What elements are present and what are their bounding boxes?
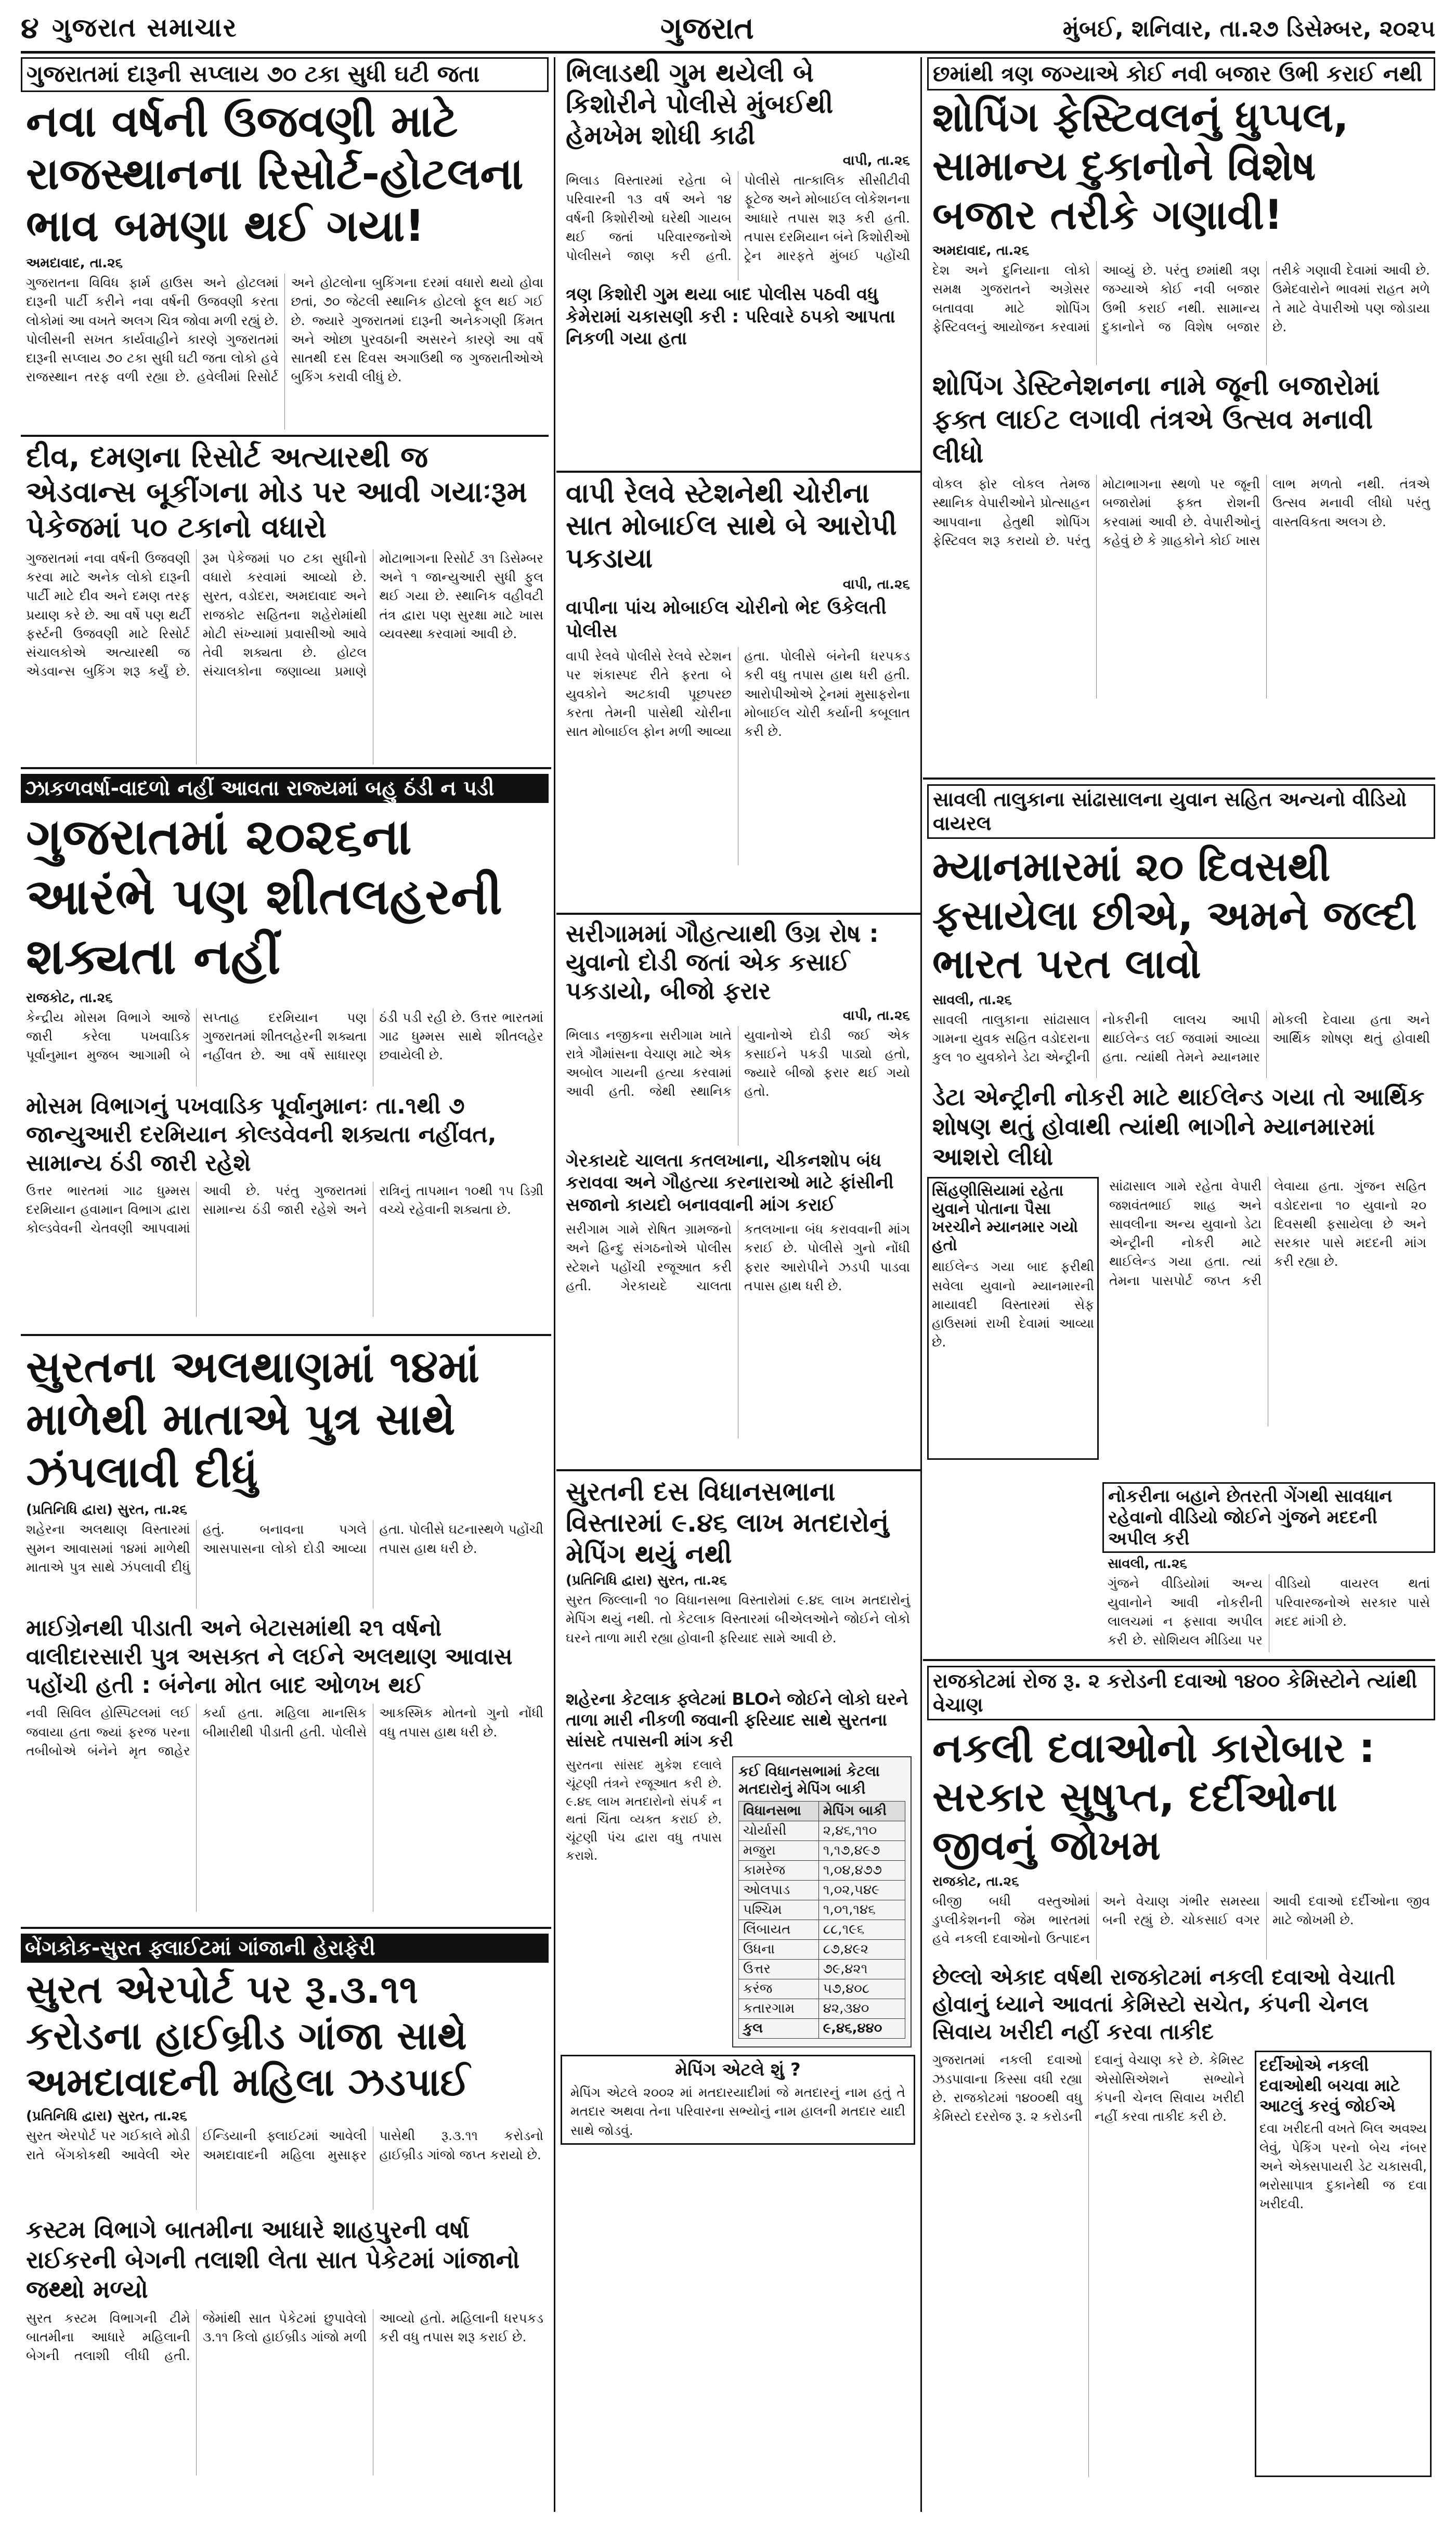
- pending-count-cell: ૮૮,૧૯૬: [818, 1920, 905, 1940]
- article-body: સુરત કસ્ટમ વિભાગની ટીમે બાતમીના આધારે મહિલાની બેગની તલાશી લીધી હતી. જેમાંથી સાત પેકેટમાં છુપાવેલો ૩.૧૧ કિલો હાઈબ્રીડ ગાંજો મળી આવ્યો હતો. મહિલાની ધરપકડ કરી વધુ તપાસ શરૂ કરાઈ છે.: [26, 2310, 543, 2364]
- article-cold: [21, 774, 549, 1330]
- article-body: નવી સિવિલ હોસ્પિટલમાં લઈ જવાયા હતા જ્યાં ફરજ પરના તબીબોએ બંનેને મૃત જાહેર કર્યા હતા. મહિલા માનસિક બીમારીથી પીડાતી હતી. પોલીસે આકસ્મિક મોતનો ગુનો નોંધી વધુ તપાસ હાથ ધરી છે.: [26, 1705, 543, 1758]
- article-subhead: છેલ્લો એકાદ વર્ષથી રાજકોટમાં નકલી દવાઓ વેચાતી હોવાનું ધ્યાને આવતાં કેમિસ્ટો સચેત, કંપની ચેનલ સિવાય ખરીદી નહીં કરવા તાકીદ: [932, 1964, 1396, 2044]
- article-subhead: માઈગ્રેનથી પીડાતી અને બેટાસમાંથી ૨૧ વર્ષનો વાલીદારસારી પુત્ર અસક્ત ને લઈને અલથાણ આવાસ પહોંચી હતી : બંનેના મોત બાદ ઓળખ થઈ: [26, 1615, 513, 1699]
- article-headline: સરીગામમાં ગૌહત્યાથી ઉગ્ર રોષ : યુવાનો દોડી જતાં એક કસાઈ પકડાયો, બીજો ફરાર: [566, 919, 879, 1005]
- article-byline: રાજકોટ, તા.૨૬: [932, 1873, 1019, 1889]
- paper-name: ગુજરાત સમાચાર: [52, 12, 238, 43]
- table-row: [739, 1960, 905, 1979]
- divider: [21, 1334, 551, 1336]
- masthead: [21, 9, 1435, 54]
- article-body: સરીગામ ગામે રોષિત ગ્રામજનો અને હિન્દુ સંગઠનોએ પોલીસ સ્ટેશને પહોંચી રજૂઆત કરી હતી. ગેરકાયદે ચાલતા કતલખાના બંધ કરાવવાની માંગ કરાઈ છે. પોલીસે ગુનો નોંધી ફરાર આરોપીને ઝડપી પાડવા તપાસ હાથ ધરી છે.: [566, 1222, 910, 1293]
- table-header: મેપિંગ બાકી: [818, 1802, 905, 1821]
- constituency-cell: લિંબાયત: [739, 1920, 819, 1940]
- pending-count-cell: ૮૭,૪૯૨: [818, 1940, 905, 1960]
- article-body: સુરતના સાંસદ મુકેશ દલાલે ચૂંટણી તંત્રને રજૂઆત કરી છે. ૯.૪૬ લાખ મતદારોનો સંપર્ક ન થતાં ચિંતા વ્યક્ત કરાઈ છે. ચૂંટણી પંચ દ્વારા વધુ તપાસ કરાશે.: [566, 1758, 722, 1863]
- dateline: મુંબઈ, શનિવાર, તા.૨૭ ડિસેમ્બર, ૨૦૨૫: [1062, 16, 1435, 42]
- table-row: [739, 1821, 905, 1841]
- table-header: વિધાનસભા: [739, 1802, 819, 1821]
- article-body: સુરત જિલ્લાની ૧૦ વિધાનસભા વિસ્તારોમાં ૯.૪૬ લાખ મતદારોનું મેપિંગ થયું નથી. તો કેટલાક વિસ્તારમાં બીએલઓને જોઈને લોકો ઘરને તાળા મારી રહ્યા હોવાની ફરિયાદ સામે આવી છે.: [566, 1592, 910, 1645]
- article-kicker: રાજકોટમાં રોજ રૂ. ૨ કરોડની દવાઓ ૧૪૦૦ કેમિસ્ટોને ત્યાંથી વેચાણ: [927, 1666, 1435, 1720]
- constituency-cell: ઉધના: [739, 1940, 819, 1960]
- table-row: [739, 1841, 905, 1861]
- article-byline: (પ્રતિનિધિ દ્વારા) સુરત, તા.૨૬: [26, 2108, 187, 2124]
- constituency-cell: ઓલપાડ: [739, 1881, 819, 1900]
- article-subhead: મોસમ વિભાગનું પખવાડિક પૂર્વાનુમાનઃ તા.૧થી ૭ જાન્યુઆરી દરમિયાન કોલ્ડવેવની શક્યતા નહીંવત, સામાન્ય ઠંડી જારી રહેશે: [26, 1092, 497, 1176]
- sidebar-body: દવા ખરીદતી વખતે બિલ અવશ્ય લેવું, પેકિંગ પરનો બેચ નંબર અને એક્સપાયરી ડેટ ચકાસવી, ભરોસાપાત્ર દુકાનેથી જ દવા ખરીદવી.: [1259, 2121, 1427, 2212]
- divider: [923, 1659, 1435, 1661]
- article-body: સાંઢાસાલ ગામે રહેતા વેપારી જશવંતભાઈ શાહ અને સાવલીના અન્ય યુવાનો ડેટા એન્ટ્રીની નોકરી માટે થાઈલેન્ડ ગયા હતા. ત્યાં તેમના પાસપોર્ટ જપ્ત કરી લેવાયા હતા. ગુંજન સહિત વડોદરાના ૧૦ યુવાનો ૨૦ દિવસથી ફસાયેલા છે અને સરકાર પાસે મદદની માંગ કરી રહ્યા છે.: [1109, 1178, 1426, 1288]
- article-headline: શોપિંગ ફેસ્ટિવલનું ધુપ્પલ, સામાન્ય દુકાનોને વિશેષ બજાર તરીકે ગણાવી!: [932, 94, 1349, 239]
- column-rule: [920, 57, 922, 2512]
- divider: [556, 471, 920, 473]
- article-rajasthan: [21, 57, 549, 764]
- article-headline: સુરતના અલથાણમાં ૧૪માં માળેથી માતાએ પુત્ર સાથે ઝંપલાવી દીધું: [26, 1341, 480, 1497]
- pending-count-cell: ૫૭,૪૦૮: [818, 1979, 905, 1999]
- article-headline: ગુજરાતમાં ૨૦૨૬ના આરંભે પણ શીતલહરની શક્યતા નહીં: [26, 808, 502, 986]
- article-voters: [561, 1476, 915, 2511]
- article-byline: વાપી, તા.૨૬: [842, 577, 910, 593]
- constituency-cell: કતારગામ: [739, 1999, 819, 2019]
- article-byline: વાપી, તા.૨૬: [842, 153, 910, 169]
- article-body: દેશ અને દુનિયાના લોકો સમક્ષ ગુજરાતને અગ્રેસર બતાવવા માટે શોપિંગ ફેસ્ટિવલનું આયોજન કરવામાં આવ્યું છે. પરંતુ છમાંથી ત્રણ જગ્યાએ કોઈ નવી બજાર ઉભી કરાઈ નથી. સામાન્ય દુકાનોને જ વિશેષ બજાર તરીકે ગણાવી દેવામાં આવી છે. ઉમેદવારોને ભાવમાં રાહત મળે તે માટે વેપારીઓ પણ જોડાયા છે.: [932, 263, 1430, 334]
- article-subhead: શોપિંગ ડેસ્ટિનેશનના નામે જૂની બજારોમાં ફક્ત લાઈટ લગાવી તંત્રએ ઉત્સવ મનાવી લીધો: [932, 370, 1380, 470]
- pending-count-cell: ૪૨,૩૪૦: [818, 1999, 905, 2019]
- divider: [556, 913, 920, 915]
- article-myanmar: [927, 784, 1435, 1481]
- mapping-info-box: [561, 2055, 915, 2145]
- pending-count-cell: ૧,૦૪,૪૭૭: [818, 1861, 905, 1881]
- article-surat-mother: [21, 1341, 549, 1923]
- column-rule: [554, 57, 555, 2512]
- article-body: કેન્દ્રીય મોસમ વિભાગે આજે જારી કરેલા પખવાડિક પૂર્વાનુમાન મુજબ આગામી બે સપ્તાહ દરમિયાન પણ ગુજરાતમાં શીતલહેરની શક્યતા નહીંવત છે. આ વર્ષે સાધારણ ઠંડી પડી રહી છે. ઉત્તર ભારતમાં ગાઢ ધુમ્મસ સાથે શીતલહેર છવાયેલી છે.: [26, 1009, 543, 1063]
- constituency-cell: પશ્ચિમ: [739, 1900, 819, 1920]
- table-row: [739, 1979, 905, 1999]
- article-byline: અમદાવાદ, તા.૨૬: [932, 243, 1030, 259]
- table-row: [739, 1999, 905, 2019]
- article-body: શહેરના અલથાણ વિસ્તારમાં સુમન આવાસમાં ૧૪માં માળેથી માતાએ પુત્ર સાથે ઝંપલાવી દીધું હતું. બનાવના પગલે આસપાસના લોકો દોડી આવ્યા હતા. પોલીસે ઘટનાસ્થળે પહોંચી તપાસ હાથ ધરી છે.: [26, 1522, 543, 1575]
- article-body: વાપી રેલવે પોલીસે રેલવે સ્ટેશન પર શંકાસ્પદ રીતે ફરતા બે યુવકોને અટકાવી પૂછપરછ કરતા તેમની પાસેથી ચોરીના સાત મોબાઈલ ફોન મળી આવ્યા હતા. પોલીસે બંનેની ધરપકડ કરી વધુ તપાસ હાથ ધરી હતી. આરોપીઓએ ટ્રેનમાં મુસાફરોના મોબાઈલ ચોરી કર્યાની કબૂલાત કરી છે.: [566, 649, 910, 740]
- pending-count-cell: ૨,૪૬,૧૧૦: [818, 1821, 905, 1841]
- article-byline: સાવલી, તા.૨૬: [1108, 1556, 1187, 1572]
- article-ganja: [21, 1934, 549, 2511]
- article-subhead: ગેરકાયદે ચાલતા કતલખાના, ચીકનશોપ બંધ કરાવવા અને ગૌહત્યા કરનારાઓ માટે ફાંસીની સજાનો કાયદો બનાવવાની માંગ કરાઈ: [566, 1150, 894, 1215]
- constituency-cell: ચોર્યાસી: [739, 1821, 819, 1841]
- table-row: [739, 1900, 905, 1920]
- table-title: કઈ વિધાનસભામાં કેટલા મતદારોનું મેપિંગ બાકી: [738, 1763, 880, 1797]
- article-girls: [561, 57, 915, 468]
- article-headline: સુરત એરપોર્ટ પર રૂ.૩.૧૧ કરોડના હાઈબ્રીડ ગાંજા સાથે અમદાવાદની મહિલા ઝડપાઈ: [26, 1967, 470, 2105]
- article-kicker: ઝાકળવર્ષા-વાદળો નહીં આવતા રાજ્યમાં બહુ ઠંડી ન પડી: [21, 774, 549, 803]
- article-subhead: ત્રણ કિશોરી ગુમ થયા બાદ પોલીસ પઠવી વધુ કેમેરામાં ચકાસણી કરી : પરિવારે ઠપકો આપતા નિકળી ગયા હતા: [566, 284, 895, 349]
- article-byline: (પ્રતિનિધિ દ્વારા) સુરત, તા.૨૬: [566, 1573, 727, 1588]
- article-cow: [561, 919, 915, 1466]
- table-row: [739, 2019, 905, 2039]
- sidebar-kicker: દર્દીઓએ નકલી દવાઓથી બચવા માટે આટલું કરવું જોઈએ: [1259, 2055, 1400, 2116]
- pending-count-cell: ૧,૦૨,૫૪૯: [818, 1881, 905, 1900]
- divider: [556, 1469, 920, 1471]
- page-number: ૪: [21, 11, 39, 45]
- table-row: [739, 1940, 905, 1960]
- article-subhead: વાપીના પાંચ મોબાઈલ ચોરીનો ભેદ ઉકેલતી પોલીસ: [566, 597, 887, 642]
- article-body: બીજી બધી વસ્તુઓમાં ડુપ્લીકેશનની જેમ ભારતમાં હવે નકલી દવાઓનો ઉત્પાદન અને વેચાણ ગંભીર સમસ્યા બની રહ્યું છે. ચોકસાઈ વગર આવી દવાઓ દર્દીઓના જીવ માટે જોખમી છે.: [932, 1893, 1430, 1947]
- article-body: ભિલાડ નજીકના સરીગામ ખાતે રાત્રે ગૌમાંસના વેચાણ માટે એક અબોલ ગાયની હત્યા કરવામાં આવી હતી. જેથી સ્થાનિક યુવાનોએ દોડી જઈ એક કસાઈને પકડી પાડ્યો હતો, જ્યારે બીજો ફરાર થઈ ગયો હતો.: [566, 1027, 910, 1099]
- article-headline: નવા વર્ષની ઉજવણી માટે રાજસ્થાનના રિસોર્ટ-હોટલના ભાવ બમણા થઈ ગયા!: [26, 95, 524, 252]
- constituency-cell: કામરેજ: [739, 1861, 819, 1881]
- divider: [21, 767, 551, 769]
- box-title: મેપિંગ એટલે શું ?: [675, 2059, 801, 2080]
- article-headline: ભિલાડથી ગુમ થયેલી બે કિશોરીને પોલીસે મુંબઈથી હેમખેમ શોધી કાઢી: [566, 58, 834, 150]
- article-headline: વાપી રેલવે સ્ટેશનેથી ચોરીના સાત મોબાઈલ સાથે બે આરોપી પકડાયા: [566, 478, 897, 574]
- article-byline: સાવલી, તા.૨૬: [932, 992, 1012, 1008]
- article-job: [1102, 1482, 1435, 1654]
- constituency-cell: મજુરા: [739, 1841, 819, 1861]
- divider: [21, 435, 549, 437]
- sidebar-kicker: સિંહણીસિયામાં રહેતા યુવાને પોતાના પૈસા ખરચીને મ્યાનમાર ગયો હતો: [932, 1182, 1078, 1255]
- table-row: [739, 1920, 905, 1940]
- table-row: [739, 1881, 905, 1900]
- article-body: ઉત્તર ભારતમાં ગાઢ ધુમ્મસ દરમિયાન હવામાન વિભાગ દ્વારા કોલ્ડવેવની ચેતવણી આપવામાં આવી છે. પરંતુ ગુજરાતમાં સામાન્ય ઠંડી જારી રહેશે અને રાત્રિનું તાપમાન ૧૦થી ૧૫ ડિગ્રી વચ્ચે રહેવાની શક્યતા છે.: [26, 1183, 543, 1236]
- article-body: ભિલાડ વિસ્તારમાં રહેતા બે પરિવારની ૧૩ વર્ષ અને ૧૪ વર્ષની કિશોરીઓ ઘરેથી ગાયબ થઈ જતાં પરિવારજનોએ પોલીસને જાણ કરી હતી. પોલીસે તાત્કાલિક સીસીટીવી ફૂટેજ અને મોબાઈલ લોકેશનના આધારે તપાસ શરૂ કરી હતી. તપાસ દરમિયાન બંને કિશોરીઓ ટ્રેન મારફતે મુંબઈ પહોંચી: [566, 173, 910, 263]
- article-medicine: [927, 1666, 1435, 2511]
- article-mobile: [561, 477, 915, 909]
- pending-count-cell: ૯,૪૬,૪૪૦: [818, 2019, 905, 2039]
- article-body: ગુંજને વીડિયોમાં અન્ય યુવાનોને આવી નોકરીની લાલચમાં ન ફસાવા અપીલ કરી છે. સોશિયલ મીડિયા પર વીડિયો વાયરલ થતાં પરિવારજનોએ સરકાર પાસે મદદ માંગી છે.: [1108, 1576, 1430, 1648]
- divider: [21, 1927, 551, 1929]
- table-row: [739, 1861, 905, 1881]
- constituency-cell: કુલ: [739, 2019, 819, 2039]
- article-body: ગુજરાતમાં નકલી દવાઓ ઝડપાવાના કિસ્સા વધી રહ્યા છે. રાજકોટમાં ૧૪૦૦થી વધુ કેમિસ્ટો દરરોજ રૂ. ૨ કરોડની દવાનું વેચાણ કરે છે. કેમિસ્ટ એસોસિએશને સભ્યોને કંપની ચેનલ સિવાય ખરીદી નહીં કરવા તાકીદ કરી છે.: [932, 2052, 1244, 2124]
- article-byline: અમદાવાદ, તા.૨૬: [26, 255, 123, 271]
- pending-count-cell: ૭૯,૪૨૧: [818, 1960, 905, 1979]
- article-subhead: કસ્ટમ વિભાગે બાતમીના આધારે શાહપુરની વર્ષા રાઈકરની બેગની તલાશી લેતા સાત પેકેટમાં ગાંજાનો જથ્થો મળ્યો: [26, 2215, 520, 2304]
- constituency-cell: ઉત્તર: [739, 1960, 819, 1979]
- article-kicker: છમાંથી ત્રણ જગ્યાએ કોઈ નવી બજાર ઉભી કરાઈ નથી: [927, 57, 1435, 90]
- article-shopping: [927, 57, 1435, 775]
- mapping-table: [738, 1801, 905, 2039]
- article-headline: સુરતની દસ વિધાનસભાના વિસ્તારમાં ૯.૪૬ લાખ મતદારોનું મેપિંગ થયું નથી: [566, 1476, 889, 1569]
- sidebar-body: થાઈલેન્ડ ગયા બાદ ફરીથી સવેલા યુવાનો મ્યાનમારની માયાવદી વિસ્તારમાં સેફ હાઉસમાં રાખી દેવામાં આવ્યા છે.: [932, 1259, 1094, 1350]
- article-body: વોકલ ફોર લોકલ તેમજ સ્થાનિક વેપારીઓને પ્રોત્સાહન આપવાના હેતુથી શોપિંગ ફેસ્ટિવલ શરૂ કરાયો છે. પરંતુ મોટાભાગના સ્થળો પર જૂની બજારોમાં ફક્ત રોશની કરવામાં આવી છે. વેપારીઓનું કહેવું છે કે ગ્રાહકોને કોઈ ખાસ લાભ મળતો નથી. તંત્રએ ઉત્સવ મનાવી લીધો પરંતુ વાસ્તવિકતા અલગ છે.: [932, 476, 1430, 548]
- article-headline: નકલી દવાઓનો કારોબાર : સરકાર સુષુપ્ત, દર્દીઓના જીવનું જોખમ: [932, 1725, 1375, 1870]
- constituency-cell: કરંજ: [739, 1979, 819, 1999]
- article-body: સાવલી તાલુકાના સાંઢાસાલ ગામના યુવક સહિત વડોદરાના કુલ ૧૦ યુવકોને ડેટા એન્ટ્રીની નોકરીની લાલચ આપી થાઈલેન્ડ લઈ જવામાં આવ્યા હતા. ત્યાંથી તેમને મ્યાનમાર મોકલી દેવાયા હતા અને આર્થિક શોષણ થતું હોવાથી: [932, 1012, 1430, 1065]
- section-title: ગુજરાત: [660, 10, 754, 46]
- article-kicker: નોકરીના બહાને છેતરતી ગેંગથી સાવધાન રહેવાનો વીડિયો જોઈને ગુંજને મદદની અપીલ કરી: [1102, 1482, 1435, 1553]
- article-kicker: ગુજરાતમાં દારૂની સપ્લાય ૭૦ ટકા સુધી ઘટી જતા: [21, 57, 549, 92]
- divider: [923, 777, 1435, 780]
- article-body: ગુજરાતના વિવિધ ફાર્મ હાઉસ અને હોટલમાં દારૂની પાર્ટી કરીને નવા વર્ષની ઉજવણી કરતા લોકોમાં આ વખતે અલગ ચિત્ર જોવા મળી રહ્યું છે. પોલીસની સખત કાર્યવાહીને કારણે ગુજરાતમાં દારૂની સપ્લાય ૭૦ ટકા સુધી ઘટી જતા લોકો હવે રાજસ્થાન તરફ વળી રહ્યા છે. હવેલીમાં રિસોર્ટ અને હોટલોના બુકિંગના દરમાં વધારો થયો હોવા છતાં, ૭૦ જેટલી સ્થાનિક હોટલો ફૂલ થઈ ગઈ છે. જ્યારે ગુજરાતમાં દારૂની અનેકગણી કિંમત અને ઓછા પુરવઠાની અસરને કારણે આ વર્ષે સાતથી દસ દિવસ અગાઉથી જ ગુજરાતીઓએ બુકિંગ કરાવી લીધું છે.: [26, 275, 543, 385]
- article-headline: મ્યાનમારમાં ૨૦ દિવસથી ફસાયેલા છીએ, અમને જલ્દી ભારત પરત લાવો: [932, 844, 1417, 988]
- article-kicker: બેંગકોક-સુરત ફ્લાઈટમાં ગાંજાની હેરાફેરી: [21, 1934, 549, 1963]
- pending-count-cell: ૧,૧૭,૪૯૭: [818, 1841, 905, 1861]
- article-byline: રાજકોટ, તા.૨૬: [26, 990, 113, 1006]
- article-byline: (પ્રતિનિધિ દ્વારા) સુરત, તા.૨૬: [26, 1502, 187, 1518]
- article-body: ગુજરાતમાં નવા વર્ષની ઉજવણી કરવા માટે અનેક લોકો દારૂની પાર્ટી માટે દીવ અને દમણ તરફ પ્રયાણ કરે છે. આ વર્ષે પણ થર્ટી ફર્સ્ટની ઉજવણી માટે રિસોર્ટ સંચાલકોએ અત્યારથી જ એડવાન્સ બુકિંગ શરૂ કર્યું છે. રૂમ પેકેજમાં ૫૦ ટકા સુધીનો વધારો કરવામાં આવ્યો છે. સુરત, વડોદરા, અમદાવાદ અને રાજકોટ સહિતના શહેરોમાંથી મોટી સંખ્યામાં પ્રવાસીઓ આવે તેવી શક્યતા છે. હોટલ સંચાલકોના જણાવ્યા પ્રમાણે મોટાભાગના રિસોર્ટ ૩૧ ડિસેમ્બર અને ૧ જાન્યુઆરી સુધી ફુલ થઈ ગયા છે. સ્થાનિક વહીવટી તંત્ર દ્વારા પણ સુરક્ષા માટે ખાસ વ્યવસ્થા કરવામાં આવી છે.: [26, 550, 543, 679]
- pending-count-cell: ૧,૦૧,૧૪૬: [818, 1900, 905, 1920]
- article-subhead: શહેરના કેટલાક ફ્લેટમાં BLOને જોઈને લોકો ઘરને તાળા મારી નીકળી જવાની ફરિયાદ સાથે સુરતના સાંસદે તપાસની માંગ કરી: [566, 1689, 908, 1751]
- article-subhead: ડેટા એન્ટ્રીની નોકરી માટે થાઈલેન્ડ ગયા તો આર્થિક શોષણ થતું હોવાથી ત્યાંથી ભાગીને મ્યાનમારમાં આશરો લીધો: [932, 1082, 1425, 1171]
- article-headline: દીવ, દમણના રિસોર્ટ અત્યારથી જ એડવાન્સ બૂકીંગના મોડ પર આવી ગયાઃરૂમ પેકેજમાં ૫૦ ટકાનો વધારો: [26, 440, 527, 545]
- box-body: મેપિંગ એટલે ૨૦૦૨ માં મતદારયાદીમાં જે મતદારનું નામ હતું તે મતદાર અથવા તેના પરિવારના સભ્યોનું નામ હાલની મતદાર યાદી સાથે જોડવું.: [570, 2085, 905, 2138]
- article-kicker: સાવલી તાલુકાના સાંઢાસાલના યુવાન સહિત અન્યનો વીડિયો વાયરલ: [927, 784, 1435, 839]
- voter-mapping-table: [732, 1756, 912, 2047]
- article-byline: વાપી, તા.૨૬: [842, 1007, 910, 1023]
- sidebar-box: [927, 1177, 1099, 1460]
- sidebar-box: [1255, 2051, 1432, 2477]
- article-body: સુરત એરપોર્ટ પર ગઈકાલે મોડી રાતે બેંગકોકથી આવેલી એર ઈન્ડિયાની ફ્લાઈટમાં આવેલી અમદાવાદની મહિલા મુસાફર પાસેથી રૂ.૩.૧૧ કરોડનો હાઈબ્રીડ ગાંજો જપ્ત કરાયો છે.: [26, 2128, 543, 2162]
